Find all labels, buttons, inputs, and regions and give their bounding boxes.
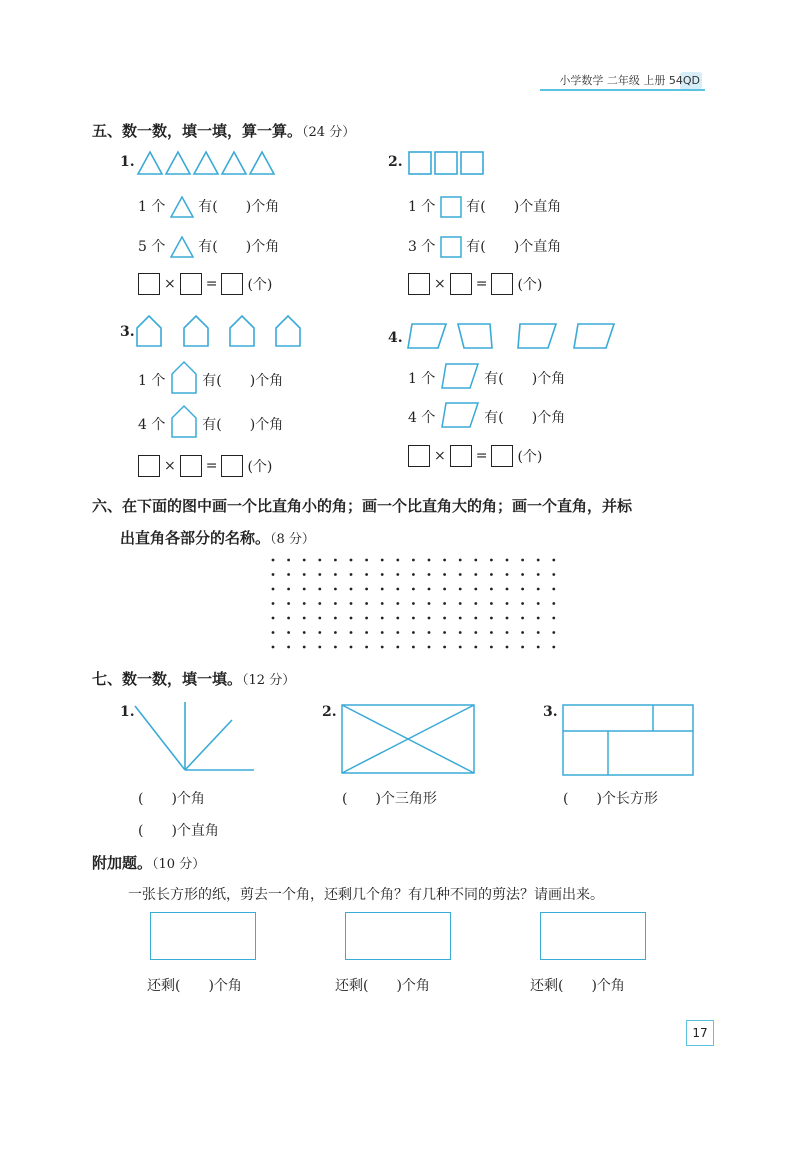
- grid-dot: [459, 588, 462, 591]
- s5-q3-pentagons: [134, 314, 304, 348]
- grid-dot: [272, 573, 275, 576]
- grid-dot: [396, 646, 399, 649]
- grid-dot: [428, 617, 431, 620]
- section6-title-line2: 出直角各部分的名称。（8 分）: [120, 529, 315, 547]
- grid-dot: [521, 631, 524, 634]
- s5-q2-squares: [408, 151, 486, 175]
- grid-dot: [365, 559, 368, 562]
- grid-dot: [381, 573, 384, 576]
- header-rule: [540, 89, 705, 91]
- grid-dot: [412, 602, 415, 605]
- grid-dot: [303, 617, 306, 620]
- grid-dot: [365, 646, 368, 649]
- answer-box[interactable]: [138, 273, 160, 295]
- bonus-answer-1: 还剩( )个角: [147, 978, 242, 994]
- grid-dot: [396, 559, 399, 562]
- grid-dot: [272, 631, 275, 634]
- bonus-rect-1[interactable]: [150, 912, 256, 960]
- s5-q2-equation: × = (个): [408, 273, 546, 295]
- answer-box[interactable]: [138, 455, 160, 477]
- grid-dot: [365, 631, 368, 634]
- square-icon: [440, 196, 462, 218]
- grid-dot: [334, 646, 337, 649]
- grid-dot: [381, 559, 384, 562]
- grid-dot: [521, 617, 524, 620]
- s7-q1-answer2: ( )个直角: [138, 823, 219, 839]
- grid-dot: [350, 588, 353, 591]
- s5-q2-line1: 1 个 有( )个直角: [408, 196, 561, 218]
- section7-title: 七、数一数，填一填。（12 分）: [92, 670, 296, 688]
- s7-q3-label: 3.: [543, 704, 558, 720]
- grid-dot: [365, 573, 368, 576]
- s5-q4-line2: 4 个 有( )个角: [408, 407, 565, 429]
- grid-dot: [334, 588, 337, 591]
- grid-dot: [350, 646, 353, 649]
- grid-dot: [396, 631, 399, 634]
- grid-dot: [552, 617, 555, 620]
- bonus-answer-2: 还剩( )个角: [335, 978, 430, 994]
- grid-dot: [537, 573, 540, 576]
- grid-dot: [272, 617, 275, 620]
- grid-dot: [272, 646, 275, 649]
- pentagon-icon: [170, 360, 198, 394]
- section6-title-line1: 六、在下面的图中画一个比直角小的角；画一个比直角大的角；画一个直角，并标: [92, 497, 633, 515]
- grid-dot: [412, 631, 415, 634]
- grid-dot: [443, 646, 446, 649]
- grid-dot: [396, 573, 399, 576]
- bonus-question: 一张长方形的纸，剪去一个角，还剩几个角？有几种不同的剪法？请画出来。: [128, 887, 604, 903]
- grid-dot: [506, 588, 509, 591]
- answer-box[interactable]: [408, 445, 430, 467]
- grid-dot: [287, 559, 290, 562]
- grid-dot: [365, 617, 368, 620]
- grid-dot: [303, 631, 306, 634]
- grid-dot: [381, 631, 384, 634]
- grid-dot: [428, 573, 431, 576]
- s7-q3-answer: ( )个长方形: [563, 791, 658, 807]
- grid-dot: [318, 573, 321, 576]
- grid-dot: [490, 602, 493, 605]
- grid-dot: [552, 602, 555, 605]
- s5-q4-line1: 1 个 有( )个角: [408, 368, 565, 390]
- grid-dot: [490, 559, 493, 562]
- grid-dot: [287, 573, 290, 576]
- answer-box[interactable]: [491, 445, 513, 467]
- bonus-answer-3: 还剩( )个角: [530, 978, 625, 994]
- grid-dot: [537, 559, 540, 562]
- answer-box[interactable]: [180, 273, 202, 295]
- grid-dot: [350, 617, 353, 620]
- grid-dot: [490, 646, 493, 649]
- grid-dot: [272, 602, 275, 605]
- grid-dot: [412, 559, 415, 562]
- grid-dot: [443, 617, 446, 620]
- grid-dot: [381, 646, 384, 649]
- section5-title: 五、数一数，填一填，算一算。（24 分）: [92, 122, 356, 140]
- grid-dot: [428, 559, 431, 562]
- grid-dot: [506, 573, 509, 576]
- grid-dot: [459, 602, 462, 605]
- grid-dot: [287, 588, 290, 591]
- grid-dot: [521, 559, 524, 562]
- grid-dot: [365, 602, 368, 605]
- grid-dot: [506, 559, 509, 562]
- grid-dot: [396, 588, 399, 591]
- grid-dot: [318, 602, 321, 605]
- grid-dot: [443, 588, 446, 591]
- grid-dot: [490, 588, 493, 591]
- square-icon: [440, 236, 462, 258]
- s7-q2-label: 2.: [322, 704, 337, 720]
- s7-q2-rect-diagonals-figure: [340, 703, 476, 775]
- grid-dot: [272, 588, 275, 591]
- grid-dot: [412, 573, 415, 576]
- grid-dot: [396, 617, 399, 620]
- grid-dot: [521, 573, 524, 576]
- grid-dot: [474, 602, 477, 605]
- page-number: 17: [686, 1020, 714, 1046]
- grid-dot: [506, 617, 509, 620]
- grid-dot: [552, 646, 555, 649]
- grid-dot: [318, 588, 321, 591]
- grid-dot: [521, 588, 524, 591]
- grid-dot: [334, 559, 337, 562]
- grid-dot: [490, 631, 493, 634]
- grid-dot: [428, 602, 431, 605]
- grid-dot: [303, 646, 306, 649]
- s5-q4-shapes: [406, 322, 620, 350]
- s5-q3-label: 3.: [120, 324, 135, 340]
- grid-dot: [506, 646, 509, 649]
- grid-dot: [474, 617, 477, 620]
- grid-dot: [490, 617, 493, 620]
- grid-dot: [334, 573, 337, 576]
- grid-dot: [443, 573, 446, 576]
- grid-dot: [459, 573, 462, 576]
- grid-dot: [412, 617, 415, 620]
- grid-dot: [474, 631, 477, 634]
- grid-dot: [334, 602, 337, 605]
- s5-q2-label: 2.: [388, 154, 403, 170]
- grid-dot: [350, 602, 353, 605]
- dot-grid[interactable]: [268, 555, 564, 655]
- grid-dot: [412, 588, 415, 591]
- grid-dot: [474, 573, 477, 576]
- grid-dot: [412, 646, 415, 649]
- grid-dot: [287, 617, 290, 620]
- answer-box[interactable]: [221, 455, 243, 477]
- answer-box[interactable]: [491, 273, 513, 295]
- grid-dot: [443, 631, 446, 634]
- answer-box[interactable]: [408, 273, 430, 295]
- grid-dot: [287, 631, 290, 634]
- s7-q3-rect-partition-figure: [561, 703, 697, 777]
- grid-dot: [552, 559, 555, 562]
- s7-q1-answer1: ( )个角: [138, 791, 205, 807]
- grid-dot: [552, 631, 555, 634]
- grid-dot: [318, 559, 321, 562]
- header-text: 小学数学 二年级 上册 54QD: [559, 74, 700, 87]
- grid-dot: [537, 588, 540, 591]
- grid-dot: [552, 588, 555, 591]
- quadrilateral-icon: [440, 362, 480, 390]
- grid-dot: [537, 617, 540, 620]
- grid-dot: [428, 588, 431, 591]
- grid-dot: [381, 588, 384, 591]
- grid-dot: [474, 559, 477, 562]
- grid-dot: [537, 602, 540, 605]
- grid-dot: [428, 631, 431, 634]
- grid-dot: [287, 602, 290, 605]
- grid-dot: [459, 617, 462, 620]
- grid-dot: [303, 588, 306, 591]
- s5-q1-equation: × = (个): [138, 273, 276, 295]
- grid-dot: [272, 559, 275, 562]
- s5-q3-equation: × = (个): [138, 455, 276, 477]
- grid-dot: [381, 602, 384, 605]
- s5-q3-line1: 1 个 有( )个角: [138, 368, 283, 394]
- bonus-rect-2[interactable]: [345, 912, 451, 960]
- grid-dot: [459, 646, 462, 649]
- answer-box[interactable]: [450, 273, 472, 295]
- grid-dot: [318, 631, 321, 634]
- s5-q1-line1: 1 个 有( )个角: [138, 196, 279, 218]
- grid-dot: [537, 631, 540, 634]
- grid-dot: [506, 631, 509, 634]
- grid-dot: [459, 631, 462, 634]
- pentagon-icon: [170, 404, 198, 438]
- s5-q4-label: 4.: [388, 330, 403, 346]
- grid-dot: [474, 646, 477, 649]
- s5-q1-line2: 5 个 有( )个角: [138, 236, 279, 258]
- grid-dot: [459, 559, 462, 562]
- s5-q4-equation: × = (个): [408, 445, 546, 467]
- grid-dot: [474, 588, 477, 591]
- grid-dot: [318, 617, 321, 620]
- triangle-icon: [170, 196, 194, 218]
- grid-dot: [490, 573, 493, 576]
- grid-dot: [318, 646, 321, 649]
- answer-box[interactable]: [221, 273, 243, 295]
- grid-dot: [365, 588, 368, 591]
- grid-dot: [381, 617, 384, 620]
- grid-dot: [443, 602, 446, 605]
- grid-dot: [334, 617, 337, 620]
- bonus-rect-3[interactable]: [540, 912, 646, 960]
- grid-dot: [303, 573, 306, 576]
- grid-dot: [350, 559, 353, 562]
- grid-dot: [552, 573, 555, 576]
- grid-dot: [506, 602, 509, 605]
- bonus-title: 附加题。（10 分）: [92, 854, 206, 872]
- grid-dot: [443, 559, 446, 562]
- s5-q2-line2: 3 个 有( )个直角: [408, 236, 561, 258]
- grid-dot: [303, 602, 306, 605]
- answer-box[interactable]: [450, 445, 472, 467]
- grid-dot: [303, 559, 306, 562]
- s7-q1-label: 1.: [120, 704, 135, 720]
- s7-q2-answer: ( )个三角形: [342, 791, 437, 807]
- grid-dot: [334, 631, 337, 634]
- triangle-icon: [170, 236, 194, 258]
- grid-dot: [287, 646, 290, 649]
- grid-dot: [350, 573, 353, 576]
- grid-dot: [428, 646, 431, 649]
- s5-q3-line2: 4 个 有( )个角: [138, 412, 283, 438]
- quadrilateral-icon: [440, 401, 480, 429]
- grid-dot: [350, 631, 353, 634]
- s5-q1-triangles: [136, 150, 276, 176]
- grid-dot: [396, 602, 399, 605]
- s5-q1-label: 1.: [120, 154, 135, 170]
- s7-q1-rays-figure: [132, 700, 256, 776]
- grid-dot: [521, 602, 524, 605]
- grid-dot: [537, 646, 540, 649]
- grid-dot: [521, 646, 524, 649]
- answer-box[interactable]: [180, 455, 202, 477]
